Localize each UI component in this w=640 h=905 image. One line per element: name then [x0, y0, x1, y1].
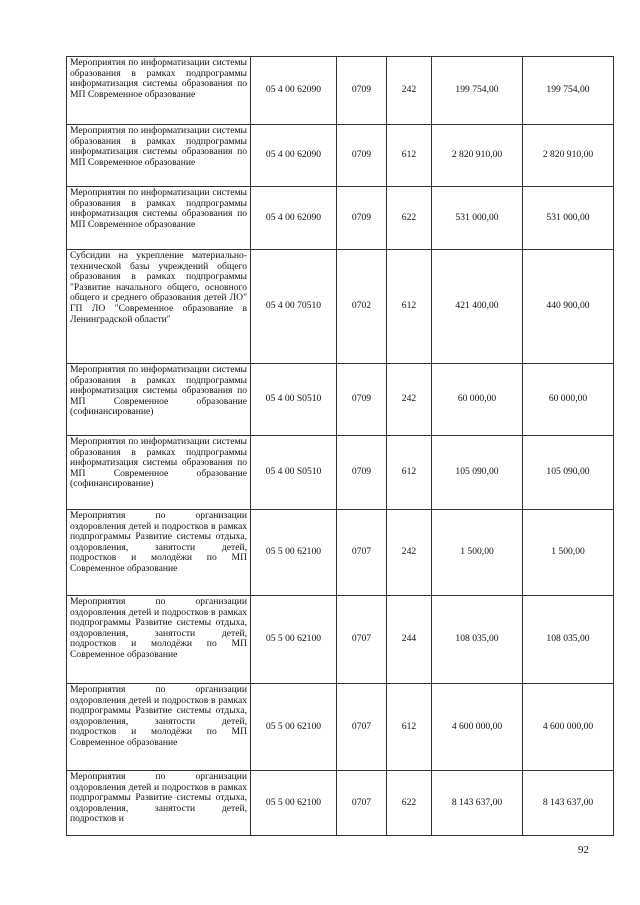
amount-2: 108 035,00	[523, 596, 614, 684]
section-code: 0709	[337, 57, 387, 125]
amount-2: 2 820 910,00	[523, 125, 614, 187]
row-description: Мероприятия по информатизации системы образования в рамках подпрограммы информатизация системы образования по МП Современное образование	[67, 125, 251, 187]
amount-1: 108 035,00	[432, 596, 523, 684]
section-code: 0709	[337, 436, 387, 510]
target-article-code: 05 4 00 62090	[251, 57, 337, 125]
row-description: Мероприятия по информатизации системы образования в рамках подпрограммы информатизация системы образования по МП Современное образование (софинансирование)	[67, 436, 251, 510]
target-article-code: 05 4 00 62090	[251, 187, 337, 250]
amount-1: 1 500,00	[432, 510, 523, 596]
row-description: Субсидии на укрепление материально-технической базы учреждений общего образования в рамках подпрограммы "Развитие начального общего, основного общего и среднего образования детей ЛО" ГП ЛО "Современное образование в Ленинградской области"	[67, 250, 251, 364]
expense-type-code: 622	[387, 187, 432, 250]
amount-2: 105 090,00	[523, 436, 614, 510]
amount-1: 2 820 910,00	[432, 125, 523, 187]
table-row	[67, 187, 614, 250]
target-article-code: 05 5 00 62100	[251, 771, 337, 836]
expense-type-code: 242	[387, 364, 432, 436]
amount-1: 421 400,00	[432, 250, 523, 364]
target-article-code: 05 4 00 62090	[251, 125, 337, 187]
amount-2: 531 000,00	[523, 187, 614, 250]
expense-type-code: 242	[387, 57, 432, 125]
target-article-code: 05 4 00 70510	[251, 250, 337, 364]
row-description: Мероприятия по информатизации системы образования в рамках подпрограммы информатизация системы образования по МП Современное образование	[67, 187, 251, 250]
target-article-code: 05 5 00 62100	[251, 596, 337, 684]
target-article-code: 05 5 00 62100	[251, 684, 337, 771]
section-code: 0702	[337, 250, 387, 364]
expense-type-code: 612	[387, 125, 432, 187]
amount-2: 440 900,00	[523, 250, 614, 364]
expense-type-code: 244	[387, 596, 432, 684]
table-row	[67, 596, 614, 684]
row-description: Мероприятия по информатизации системы образования в рамках подпрограммы информатизация системы образования по МП Современное образование (софинансирование)	[67, 364, 251, 436]
row-description: Мероприятия по организации оздоровления детей и подростков в рамках подпрограммы Развитие системы отдыха, оздоровления, занятости детей, подростков и молодёжи по МП Современное образование	[67, 596, 251, 684]
row-description: Мероприятия по информатизации системы образования в рамках подпрограммы информатизация системы образования по МП Современное образование	[67, 57, 251, 125]
amount-2: 60 000,00	[523, 364, 614, 436]
expense-type-code: 612	[387, 436, 432, 510]
amount-1: 105 090,00	[432, 436, 523, 510]
target-article-code: 05 4 00 S0510	[251, 436, 337, 510]
budget-table	[66, 56, 614, 836]
amount-2: 1 500,00	[523, 510, 614, 596]
section-code: 0709	[337, 187, 387, 250]
table-row	[67, 250, 614, 364]
amount-2: 199 754,00	[523, 57, 614, 125]
table-row	[67, 684, 614, 771]
row-description: Мероприятия по организации оздоровления детей и подростков в рамках подпрограммы Развитие системы отдыха, оздоровления, занятости детей, подростков и молодёжи по МП Современное образование	[67, 510, 251, 596]
expense-type-code: 612	[387, 684, 432, 771]
table-row	[67, 125, 614, 187]
table-row	[67, 436, 614, 510]
amount-1: 60 000,00	[432, 364, 523, 436]
table-row	[67, 364, 614, 436]
target-article-code: 05 5 00 62100	[251, 510, 337, 596]
target-article-code: 05 4 00 S0510	[251, 364, 337, 436]
expense-type-code: 612	[387, 250, 432, 364]
section-code: 0707	[337, 684, 387, 771]
table-row	[67, 57, 614, 125]
amount-1: 4 600 000,00	[432, 684, 523, 771]
amount-2: 8 143 637,00	[523, 771, 614, 836]
amount-1: 531 000,00	[432, 187, 523, 250]
amount-1: 8 143 637,00	[432, 771, 523, 836]
budget-table-container	[66, 56, 613, 836]
section-code: 0707	[337, 596, 387, 684]
table-row	[67, 510, 614, 596]
expense-type-code: 622	[387, 771, 432, 836]
section-code: 0709	[337, 125, 387, 187]
page-number: 92	[578, 844, 589, 856]
amount-1: 199 754,00	[432, 57, 523, 125]
section-code: 0709	[337, 364, 387, 436]
section-code: 0707	[337, 510, 387, 596]
row-description: Мероприятия по организации оздоровления детей и подростков в рамках подпрограммы Развитие системы отдыха, оздоровления, занятости детей, подростков и молодёжи по МП Современное образование	[67, 684, 251, 771]
amount-2: 4 600 000,00	[523, 684, 614, 771]
expense-type-code: 242	[387, 510, 432, 596]
row-description: Мероприятия по организации оздоровления детей и подростков в рамках подпрограммы Развитие системы отдыха, оздоровления, занятости детей, подростков и	[67, 771, 251, 836]
section-code: 0707	[337, 771, 387, 836]
table-row	[67, 771, 614, 836]
